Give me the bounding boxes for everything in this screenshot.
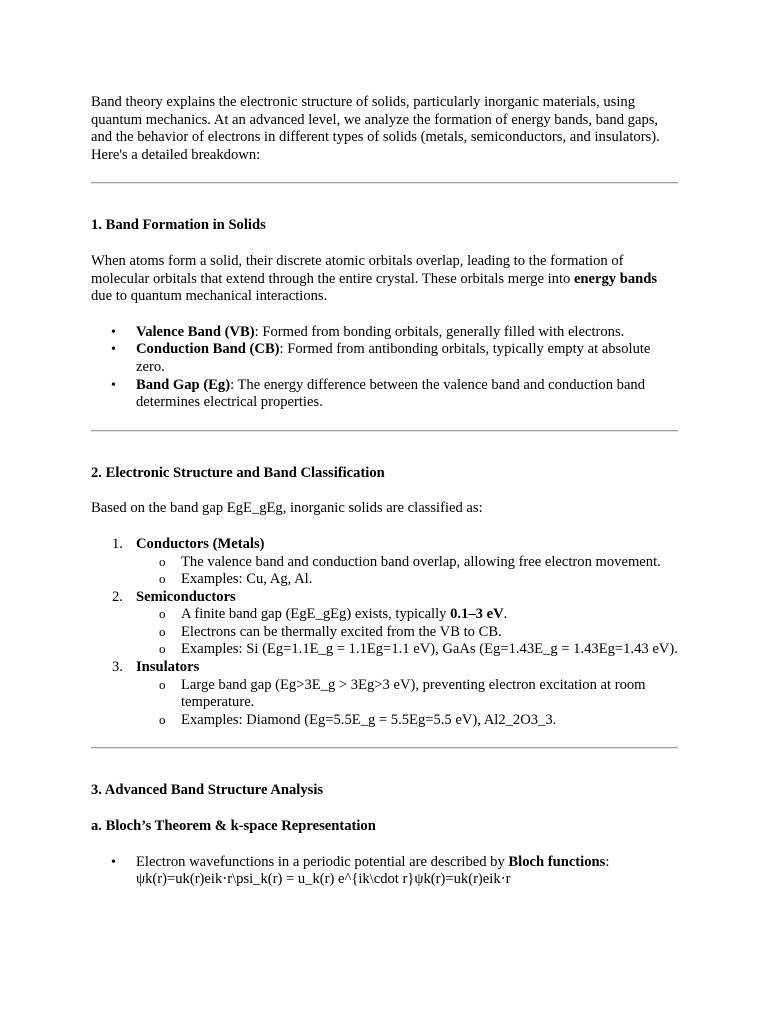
insulators-sublist [136, 677, 678, 730]
list-item-band-gap: • Band Gap (Eg): The energy difference between the valence band and conduction band determines electrical properties. [91, 377, 678, 412]
list-item-bloch-functions: • Electron wavefunctions in a periodic potential are described by Bloch functions: ψk(r)=uk(r)eik⋅r\psi_k(r) = u_k(r) e^{ik\cdot r}ψk(r)=uk(r)eik⋅r [91, 854, 678, 889]
band-definitions-list [91, 324, 678, 412]
sublist-item: o Examples: Cu, Ag, Al. [136, 571, 678, 589]
bloch-list [91, 854, 678, 889]
bloch-formula: ψk(r)=uk(r)eik⋅r\psi_k(r) = u_k(r) e^{ik\cdot r}ψk(r)=uk(r)eik⋅r [136, 871, 511, 888]
list-item-insulators: 3. Insulators o Large band gap (Eg>3E_g > 3Eg>3 eV), preventing electron excitation at room temperature. o Examples: Diamond (Eg=5.5E_g = 5.5Eg=5.5 eV), Al2_2O3_3. [91, 659, 678, 729]
sublist-item: o Electrons can be thermally excited from the VB to CB. [136, 624, 678, 642]
conductors-sublist [136, 554, 678, 589]
sublist-item: o The valence band and conduction band overlap, allowing free electron movement. [136, 554, 678, 572]
sublist-item: o A finite band gap (EgE_gEg) exists, typically 0.1–3 eV. [136, 606, 678, 624]
section-2-paragraph: Based on the band gap EgE_gEg, inorganic solids are classified as: [91, 500, 483, 517]
section-3a-subheading: a. Bloch’s Theorem & k-space Representation [91, 818, 376, 835]
classification-list [91, 536, 678, 730]
section-1-paragraph: When atoms form a solid, their discrete atomic orbitals overlap, leading to the formation of molecular orbitals that extend through the entire crystal. These orbitals merge into energy bands due to quantum mechanical interactions. [91, 252, 658, 305]
list-item-valence-band: • Valence Band (VB): Formed from bonding orbitals, generally filled with electrons. [91, 324, 678, 342]
list-item-semiconductors: 2. Semiconductors o A finite band gap (EgE_gEg) exists, typically 0.1–3 eV. o Electrons can be thermally excited from the VB to CB. o Examples: Si (Eg=1.1E_g = 1.1Eg=1.1 eV), GaAs (Eg=1.43E_g = 1.43Eg=1.43 eV). [91, 589, 678, 659]
section-2-heading: 2. Electronic Structure and Band Classification [91, 464, 385, 481]
list-item-conductors: 1. Conductors (Metals) o The valence band and conduction band overlap, allowing free electron movement. o Examples: Cu, Ag, Al. [91, 536, 678, 589]
list-item-conduction-band: • Conduction Band (CB): Formed from antibonding orbitals, typically empty at absolute zero. [91, 341, 678, 376]
sublist-item: o Examples: Diamond (Eg=5.5E_g = 5.5Eg=5.5 eV), Al2_2O3_3. [136, 712, 678, 730]
section-1-heading: 1. Band Formation in Solids [91, 217, 266, 234]
intro-paragraph: Band theory explains the electronic structure of solids, particularly inorganic materials, using quantum mechanics. At an advanced level, we analyze the formation of energy bands, band gaps, and the behavior of electrons in different types of solids (metals, semiconductors, and insulators). Here's a detailed breakdown: [91, 94, 660, 163]
section-3-heading: 3. Advanced Band Structure Analysis [91, 782, 324, 799]
sublist-item: o Large band gap (Eg>3E_g > 3Eg>3 eV), preventing electron excitation at room temperature. [136, 677, 678, 712]
semiconductors-sublist [136, 606, 678, 659]
sublist-item: o Examples: Si (Eg=1.1E_g = 1.1Eg=1.1 eV), GaAs (Eg=1.43E_g = 1.43Eg=1.43 eV). [136, 641, 678, 659]
